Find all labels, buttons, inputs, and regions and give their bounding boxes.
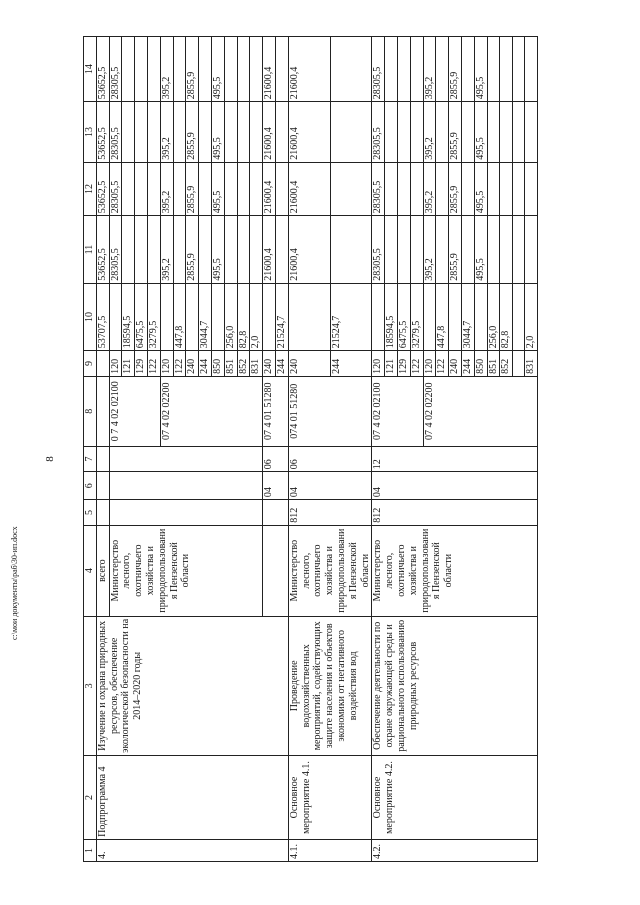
value-cell-c12	[461, 162, 474, 216]
value-cell-c13	[487, 102, 500, 163]
value-cell-c12	[487, 162, 500, 216]
rotated-table-container	[83, 36, 606, 862]
value-cell-c9: 851	[224, 351, 237, 377]
value-cell-c11	[487, 216, 500, 283]
empty-cell	[109, 472, 263, 500]
value-cell-c12	[224, 162, 237, 216]
value-cell-c10	[449, 283, 462, 350]
value-cell-c13: 2855,9	[449, 102, 462, 163]
budget-table	[83, 36, 538, 862]
value-cell-c13: 495,5	[211, 102, 224, 163]
value-cell-c14: 395,2	[423, 37, 436, 102]
value-cell-c12	[525, 162, 538, 216]
footer-file-path: c:\мои документы\раб\30-ип.docx	[10, 526, 19, 640]
value-cell-c13	[173, 102, 186, 163]
empty-cell	[96, 351, 109, 377]
executor: Министерство лесного, охотничьего хозяйства и природопользования Пензенской области	[372, 525, 538, 616]
value-cell-c11	[250, 216, 263, 283]
value-cell-c10: 18594,5	[385, 283, 398, 350]
value-cell-c13	[436, 102, 449, 163]
value-cell-c9: 120	[109, 351, 122, 377]
value-cell-c11: 28305,5	[372, 216, 385, 283]
value-cell-c14: 21600,4	[263, 37, 276, 102]
value-cell-c11	[397, 216, 410, 283]
value-cell-c12: 495,5	[474, 162, 487, 216]
value-cell-c12: 395,2	[160, 162, 173, 216]
value-cell-c10	[513, 283, 525, 350]
measure-description: Проведение водохозяйственных мероприятий, содействующих защите населения и объектов экономики от негативного воздействия вод	[288, 616, 372, 756]
value-cell-c11: 395,2	[160, 216, 173, 283]
value-cell-c11	[122, 216, 135, 283]
value-cell-c13	[397, 102, 410, 163]
value-cell-c14: 21600,4	[288, 37, 330, 102]
value-cell-c12	[275, 162, 288, 216]
value-cell-c12	[199, 162, 212, 216]
budget-code: 07 4 02 02200	[160, 376, 262, 446]
value-cell-c11	[237, 216, 250, 283]
value-cell-c12: 21600,4	[263, 162, 276, 216]
value-cell-c9: 852	[237, 351, 250, 377]
value-cell-c12	[122, 162, 135, 216]
program-description: Изучение и охрана природных ресурсов, обеспечение экологической безопасности на 2014–2020 годы	[96, 616, 288, 756]
value-cell-c11	[385, 216, 398, 283]
value-cell-c10	[372, 283, 385, 350]
value-cell-c13: 28305,5	[372, 102, 385, 163]
value-cell-c14	[135, 37, 148, 102]
row-number: 4.2.	[372, 839, 538, 861]
value-cell-c13: 21600,4	[263, 102, 276, 163]
value-cell-c9: 120	[423, 351, 436, 377]
empty-cell	[96, 472, 109, 500]
value-cell-c11: 2855,9	[449, 216, 462, 283]
value-cell-c10	[263, 283, 276, 350]
value-cell-c10: 82,8	[237, 283, 250, 350]
column-number-8: 8	[84, 376, 97, 446]
value-cell-c13: 21600,4	[288, 102, 330, 163]
value-cell-c12: 495,5	[211, 162, 224, 216]
value-cell-c9: 121	[385, 351, 398, 377]
value-cell-c10: 447,8	[436, 283, 449, 350]
value-cell-c11	[135, 216, 148, 283]
value-cell-c14	[500, 37, 513, 102]
measure-name: Основное мероприятие 4.1.	[288, 756, 372, 840]
value-cell-c10: 21524,7	[330, 283, 372, 350]
budget-code: 07 4 01 51280	[263, 376, 289, 446]
value-cell-c14	[237, 37, 250, 102]
value-cell-c9: 122	[436, 351, 449, 377]
value-cell-c14	[199, 37, 212, 102]
value-cell-c13	[237, 102, 250, 163]
value-cell-c14	[487, 37, 500, 102]
value-cell-c13: 28305,5	[109, 102, 122, 163]
empty-cell	[96, 376, 109, 446]
value-cell-c12: 2855,9	[186, 162, 199, 216]
budget-code: 0 7 4 02 02100	[109, 376, 160, 446]
value-cell-c9: 129	[135, 351, 148, 377]
value-cell-c14	[525, 37, 538, 102]
ministry-code: 812	[288, 500, 372, 526]
value-cell-c9: 850	[474, 351, 487, 377]
value-cell-c9: 122	[173, 351, 186, 377]
empty-cell	[109, 500, 263, 526]
subsection-code: 06	[288, 446, 372, 472]
value-cell-c11: 395,2	[423, 216, 436, 283]
section-code: 04	[372, 472, 538, 500]
value-cell-c9: 851	[487, 351, 500, 377]
value-cell-c14	[410, 37, 423, 102]
value-cell-c13	[513, 102, 525, 163]
total-value-c13: 53652,5	[96, 102, 109, 163]
value-cell-c14	[250, 37, 263, 102]
column-number-10: 10	[84, 283, 97, 350]
value-cell-c14	[224, 37, 237, 102]
value-cell-c10: 21524,7	[275, 283, 288, 350]
column-number-6: 6	[84, 472, 97, 500]
column-number-1: 1	[84, 839, 97, 861]
value-cell-c14	[513, 37, 525, 102]
value-cell-c10	[423, 283, 436, 350]
value-cell-c14	[461, 37, 474, 102]
value-cell-c12	[250, 162, 263, 216]
value-cell-c11: 495,5	[474, 216, 487, 283]
table-row	[84, 37, 97, 862]
value-cell-c12: 2855,9	[449, 162, 462, 216]
value-cell-c10: 3044,7	[199, 283, 212, 350]
empty-cell	[96, 500, 109, 526]
value-cell-c11	[173, 216, 186, 283]
value-cell-c11	[410, 216, 423, 283]
measure-name: Основное мероприятие 4.2.	[372, 756, 538, 840]
value-cell-c13	[135, 102, 148, 163]
value-cell-c12: 395,2	[423, 162, 436, 216]
page-number: 8	[43, 456, 56, 462]
value-cell-c10: 256,0	[224, 283, 237, 350]
ministry-code: 812	[372, 500, 538, 526]
column-number-12: 12	[84, 162, 97, 216]
value-cell-c14: 28305,5	[109, 37, 122, 102]
value-cell-c13	[147, 102, 160, 163]
value-cell-c9: 122	[147, 351, 160, 377]
value-cell-c10	[186, 283, 199, 350]
empty-cell	[96, 446, 109, 472]
value-cell-c13	[461, 102, 474, 163]
value-cell-c14: 395,2	[160, 37, 173, 102]
value-cell-c10	[211, 283, 224, 350]
value-cell-c10: 2,0	[250, 283, 263, 350]
value-cell-c11	[436, 216, 449, 283]
value-cell-c12: 28305,5	[372, 162, 385, 216]
value-cell-c9: 244	[330, 351, 372, 377]
value-cell-c14: 28305,5	[372, 37, 385, 102]
value-cell-c12	[173, 162, 186, 216]
column-number-2: 2	[84, 756, 97, 840]
value-cell-c13: 495,5	[474, 102, 487, 163]
total-value-c10: 53707,5	[96, 283, 109, 350]
value-cell-c10: 18594,5	[122, 283, 135, 350]
value-cell-c14	[397, 37, 410, 102]
column-number-4: 4	[84, 525, 97, 616]
empty-cell	[263, 525, 289, 616]
value-cell-c11	[525, 216, 538, 283]
value-cell-c9: 120	[372, 351, 385, 377]
value-cell-c13	[199, 102, 212, 163]
value-cell-c11: 2855,9	[186, 216, 199, 283]
value-cell-c11: 28305,5	[109, 216, 122, 283]
value-cell-c12	[385, 162, 398, 216]
value-cell-c12: 21600,4	[288, 162, 330, 216]
value-cell-c12	[330, 162, 372, 216]
value-cell-c11	[461, 216, 474, 283]
value-cell-c12	[410, 162, 423, 216]
table-row	[372, 37, 385, 862]
value-cell-c13	[275, 102, 288, 163]
value-cell-c10: 256,0	[487, 283, 500, 350]
value-cell-c10	[474, 283, 487, 350]
value-cell-c9: 852	[500, 351, 513, 377]
value-cell-c14: 495,5	[211, 37, 224, 102]
value-cell-c10: 82,8	[500, 283, 513, 350]
measure-description: Обеспечение деятельности по охране окружающей среды и рационального использованию природных ресурсов	[372, 616, 538, 756]
value-cell-c14	[122, 37, 135, 102]
value-cell-c9: 244	[461, 351, 474, 377]
value-cell-c14	[275, 37, 288, 102]
value-cell-c11	[513, 216, 525, 283]
value-cell-c9: 831	[250, 351, 263, 377]
value-cell-c12	[513, 162, 525, 216]
total-value-c11: 53652,5	[96, 216, 109, 283]
column-number-14: 14	[84, 37, 97, 102]
value-cell-c10: 3044,7	[461, 283, 474, 350]
value-cell-c13	[500, 102, 513, 163]
row-number: 4.1.	[288, 839, 372, 861]
value-cell-c11: 495,5	[211, 216, 224, 283]
executor: Министерство лесного, охотничьего хозяйства и природопользования Пензенской области	[109, 525, 263, 616]
budget-code: 074 01 51280	[288, 376, 372, 446]
value-cell-c10	[288, 283, 330, 350]
value-cell-c12: 28305,5	[109, 162, 122, 216]
value-cell-c11	[224, 216, 237, 283]
value-cell-c10	[160, 283, 173, 350]
value-cell-c11	[275, 216, 288, 283]
value-cell-c9: 240	[449, 351, 462, 377]
value-cell-c9: 122	[410, 351, 423, 377]
value-cell-c13	[525, 102, 538, 163]
value-cell-c13	[410, 102, 423, 163]
value-cell-c9: 240	[288, 351, 330, 377]
empty-cell	[109, 446, 263, 472]
value-cell-c13	[224, 102, 237, 163]
subsection-code: 12	[372, 446, 538, 472]
value-cell-c11	[147, 216, 160, 283]
value-cell-c13: 395,2	[423, 102, 436, 163]
column-number-13: 13	[84, 102, 97, 163]
value-cell-c9: 244	[275, 351, 288, 377]
column-number-11: 11	[84, 216, 97, 283]
value-cell-c13	[122, 102, 135, 163]
value-cell-c14: 495,5	[474, 37, 487, 102]
section-code: 04	[288, 472, 372, 500]
program-name: Подпрограмма 4	[96, 756, 288, 840]
value-cell-c14	[436, 37, 449, 102]
subsection-code: 06	[263, 446, 289, 472]
value-cell-c12	[500, 162, 513, 216]
row-number: 4.	[96, 839, 288, 861]
value-cell-c11: 21600,4	[288, 216, 330, 283]
value-cell-c11	[500, 216, 513, 283]
value-cell-c9: 240	[186, 351, 199, 377]
value-cell-c10: 3279,5	[410, 283, 423, 350]
value-cell-c10: 2,0	[525, 283, 538, 350]
value-cell-c9: 121	[122, 351, 135, 377]
value-cell-c10: 447,8	[173, 283, 186, 350]
table-row	[96, 37, 109, 862]
value-cell-c11	[199, 216, 212, 283]
value-cell-c9	[513, 351, 525, 377]
value-cell-c9: 240	[263, 351, 276, 377]
value-cell-c12	[147, 162, 160, 216]
value-cell-c10: 3279,5	[147, 283, 160, 350]
total-value-c14: 53652,5	[96, 37, 109, 102]
value-cell-c9: 850	[211, 351, 224, 377]
budget-code: 07 4 02 02200	[423, 376, 538, 446]
column-number-5: 5	[84, 500, 97, 526]
column-number-3: 3	[84, 616, 97, 756]
value-cell-c14: 2855,9	[449, 37, 462, 102]
column-number-7: 7	[84, 446, 97, 472]
value-cell-c13: 395,2	[160, 102, 173, 163]
column-number-9: 9	[84, 351, 97, 377]
value-cell-c14: 2855,9	[186, 37, 199, 102]
value-cell-c11: 21600,4	[263, 216, 276, 283]
section-code: 04	[263, 472, 289, 500]
value-cell-c10: 6475,5	[135, 283, 148, 350]
value-cell-c12	[135, 162, 148, 216]
value-cell-c13: 2855,9	[186, 102, 199, 163]
value-cell-c9: 129	[397, 351, 410, 377]
table-row	[288, 37, 330, 862]
value-cell-c14	[330, 37, 372, 102]
value-cell-c10: 6475,5	[397, 283, 410, 350]
total-label: всего	[96, 525, 109, 616]
value-cell-c14	[385, 37, 398, 102]
total-value-c12: 53652,5	[96, 162, 109, 216]
value-cell-c10	[109, 283, 122, 350]
value-cell-c13	[250, 102, 263, 163]
value-cell-c11	[330, 216, 372, 283]
value-cell-c13	[385, 102, 398, 163]
value-cell-c9: 120	[160, 351, 173, 377]
value-cell-c12	[237, 162, 250, 216]
value-cell-c13	[330, 102, 372, 163]
value-cell-c9: 831	[525, 351, 538, 377]
empty-cell	[263, 500, 289, 526]
executor: Министерство лесного, охотничьего хозяйства и природопользования Пензенской области	[288, 525, 372, 616]
value-cell-c12	[436, 162, 449, 216]
budget-code: 07 4 02 02100	[372, 376, 423, 446]
value-cell-c9: 244	[199, 351, 212, 377]
value-cell-c12	[397, 162, 410, 216]
value-cell-c14	[173, 37, 186, 102]
value-cell-c14	[147, 37, 160, 102]
